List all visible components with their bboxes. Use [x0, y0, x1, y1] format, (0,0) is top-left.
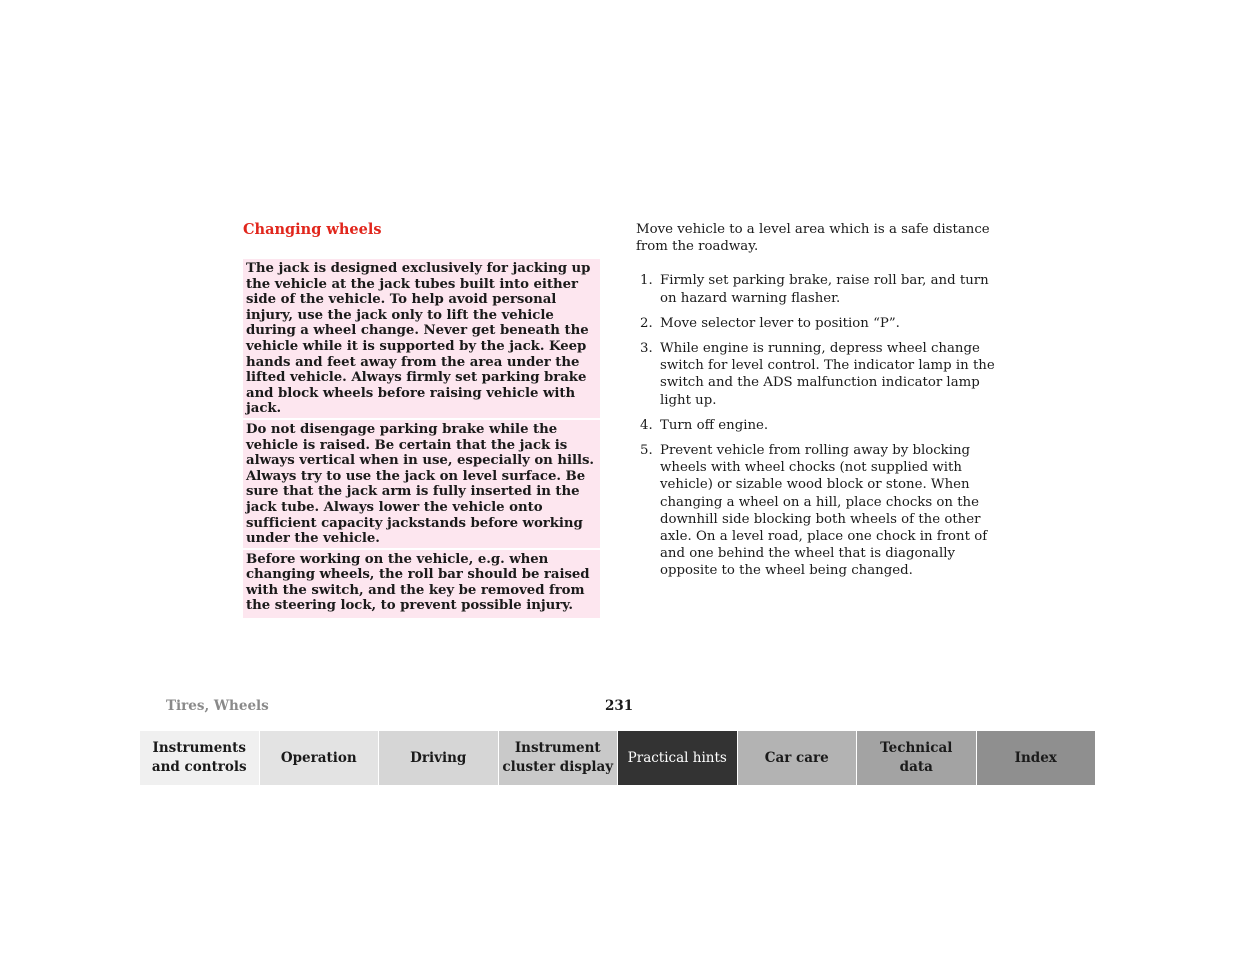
page-number: 231 — [605, 698, 634, 714]
step-item — [636, 315, 996, 332]
step-text: Prevent vehicle from rolling away by blocking wheels with wheel chocks (not supplied with vehicle) or sizable wood block or stone. When changing a wheel on a hill, place chocks on the downhill side blocking both wheels of the other axle. On a level road, place one chock in front of and one behind the wheel that is diagonally opposite to the wheel being changed. — [660, 443, 988, 579]
step-number: 1. — [640, 273, 653, 289]
intro-text: Move vehicle to a level area which is a safe distance from the roadway. — [636, 222, 990, 255]
step-item — [636, 272, 996, 306]
step-text: Firmly set parking brake, raise roll bar, and turn on hazard warning flasher. — [660, 273, 989, 306]
nav-tab-index[interactable]: Index — [977, 731, 1096, 785]
step-number: 2. — [640, 315, 653, 331]
chapter-nav-bar — [140, 731, 1095, 785]
nav-tab-operation[interactable]: Operation — [260, 731, 380, 785]
step-item — [636, 417, 996, 434]
step-text: Turn off engine. — [660, 417, 769, 433]
warning-paragraph: Do not disengage parking brake while the vehicle is raised. Be certain that the jack is always vertical when in use, especially on hills. Always try to use the jack on level surface. Be sure that the jack arm is fully inserted in the jack tube. Always lower the vehicle onto sufficient capacity jackstands before working under the vehicle. — [243, 420, 600, 550]
warning-paragraph: Before working on the vehicle, e.g. when changing wheels, the roll bar should be raised with the switch, and the key be removed from the steering lock, to prevent possible injury. — [246, 551, 590, 614]
nav-tab-driving[interactable]: Driving — [379, 731, 499, 785]
step-number: 5. — [640, 443, 653, 459]
warning-paragraph: The jack is designed exclusively for jacking up the vehicle at the jack tubes built into either side of the vehicle. To help avoid personal injury, use the jack only to lift the vehicle during a wheel change. Never get beneath the vehicle while it is supported by the jack. Keep hands and feet away from the area under the lifted vehicle. Always firmly set parking brake and block wheels before raising vehicle with jack. — [243, 259, 600, 420]
nav-tab-technical-data[interactable]: Technical data — [857, 731, 977, 785]
nav-tab-car-care[interactable]: Car care — [738, 731, 858, 785]
step-text: While engine is running, depress wheel change switch for level control. The indicator lamp in the switch and the ADS malfunction indicator lamp light up. — [660, 341, 995, 408]
steps-list — [636, 272, 996, 579]
nav-tab-instruments-and-controls[interactable]: Instruments and controls — [140, 731, 260, 785]
step-item — [636, 442, 996, 580]
nav-tab-practical-hints[interactable]: Practical hints — [618, 731, 738, 785]
warning-box — [243, 259, 600, 618]
footer-section-name: Tires, Wheels — [166, 698, 269, 714]
step-number: 4. — [640, 417, 653, 433]
step-number: 3. — [640, 341, 653, 357]
instructions-column — [636, 221, 996, 588]
nav-tab-instrument-cluster-display[interactable]: Instrument cluster display — [499, 731, 619, 785]
step-item — [636, 340, 996, 409]
step-text: Move selector lever to position “P”. — [660, 315, 900, 331]
section-title: Changing wheels — [243, 221, 382, 238]
